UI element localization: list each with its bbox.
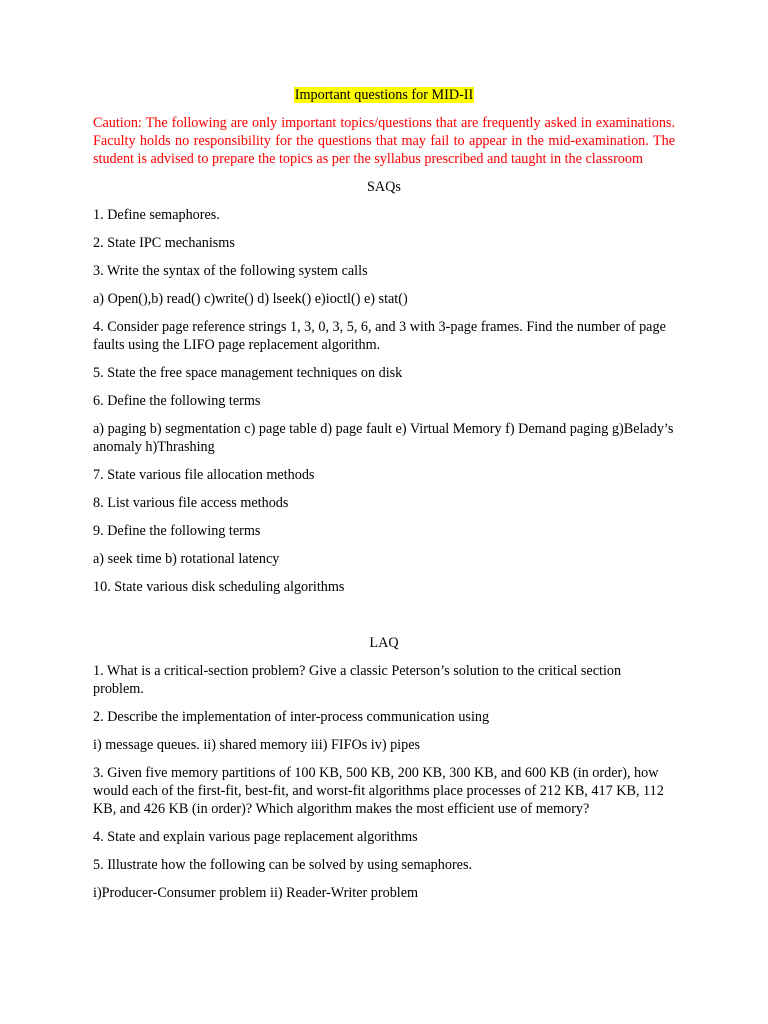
saq-item-6-terms: a) paging b) segmentation c) page table d) page fault e) Virtual Memory f) Demand paging g)Belady’s anomaly h)Thrashing: [93, 421, 674, 455]
saq-item-10: 10. State various disk scheduling algorithms: [93, 579, 345, 595]
title-row: [93, 86, 675, 104]
saq-item-9-terms: a) seek time b) rotational latency: [93, 551, 280, 567]
section-spacer: [93, 606, 675, 634]
saq-item-5: 5. State the free space management techniques on disk: [93, 365, 403, 381]
laq-item-3: 3. Given five memory partitions of 100 KB, 500 KB, 200 KB, 300 KB, and 600 KB (in order), how would each of the first-fit, best-fit, and worst-fit algorithms place processes of 212 KB, 417 KB, 112 KB, and 426 KB (in order)? Which algorithm makes the most efficient use of memory?: [93, 765, 664, 817]
saq-heading: SAQs: [367, 179, 401, 195]
laq-heading: LAQ: [369, 635, 399, 651]
laq-item-5-options: i)Producer-Consumer problem ii) Reader-Writer problem: [93, 885, 419, 901]
saq-item-2: 2. State IPC mechanisms: [93, 235, 235, 251]
saq-item-1: 1. Define semaphores.: [93, 207, 220, 223]
document-page: [93, 86, 675, 912]
laq-item-2-options: i) message queues. ii) shared memory iii) FIFOs iv) pipes: [93, 737, 421, 753]
saq-item-4: 4. Consider page reference strings 1, 3, 0, 3, 5, 6, and 3 with 3-page frames. Find the number of page faults using the LIFO page replacement algorithm.: [93, 319, 666, 353]
laq-item-1: 1. What is a critical-section problem? Give a classic Peterson’s solution to the critical section problem.: [93, 663, 622, 697]
saq-item-7: 7. State various file allocation methods: [93, 467, 315, 483]
laq-item-5: 5. Illustrate how the following can be solved by using semaphores.: [93, 857, 473, 873]
saq-item-6: 6. Define the following terms: [93, 393, 261, 409]
caution-note: Caution: The following are only important topics/questions that are frequently asked in examinations. Faculty holds no responsibility for the questions that may fail to appear in the mid-examination. The student is advised to prepare the topics as per the syllabus prescribed and taught in the classroom: [93, 115, 675, 167]
saq-item-3-options: a) Open(),b) read() c)write() d) lseek() e)ioctl() e) stat(): [93, 291, 408, 307]
page-title: Important questions for MID-II: [294, 87, 474, 103]
laq-item-4: 4. State and explain various page replacement algorithms: [93, 829, 418, 845]
saq-item-8: 8. List various file access methods: [93, 495, 289, 511]
saq-item-9: 9. Define the following terms: [93, 523, 261, 539]
laq-item-2: 2. Describe the implementation of inter-process communication using: [93, 709, 490, 725]
saq-item-3: 3. Write the syntax of the following system calls: [93, 263, 368, 279]
